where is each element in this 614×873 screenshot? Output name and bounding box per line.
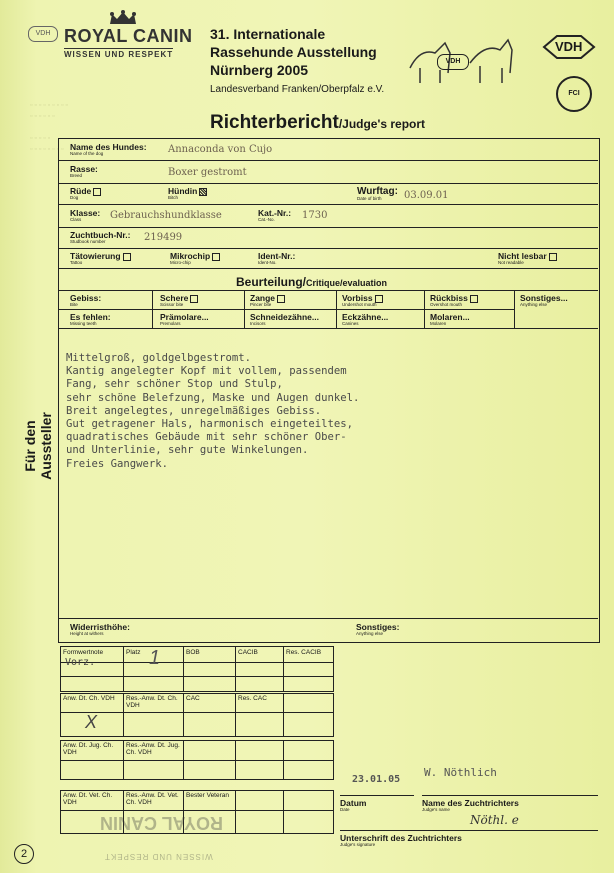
date-label: Datum Date bbox=[340, 798, 367, 812]
class-label: Klasse: Class bbox=[70, 208, 101, 222]
male-checkbox-label[interactable]: Rüde Dog bbox=[70, 186, 101, 200]
pincer-label[interactable]: Zange Pincer bite bbox=[250, 293, 285, 307]
page-number: 2 bbox=[14, 844, 34, 864]
other-remarks-label: Sonstiges: Anything else bbox=[356, 622, 400, 636]
pincer-checkbox[interactable] bbox=[277, 295, 285, 303]
formwert-value[interactable]: Vorz. bbox=[65, 657, 96, 668]
tattoo-checkbox[interactable] bbox=[123, 253, 131, 261]
bob-label: BOB bbox=[186, 649, 200, 656]
overshot-label[interactable]: Rückbiss Overshot mouth bbox=[430, 293, 478, 307]
notreadable-label[interactable]: Nicht lesbar Not readable bbox=[498, 251, 557, 265]
notreadable-checkbox[interactable] bbox=[549, 253, 557, 261]
catno-label: Kat.-Nr.: Cat.-No. bbox=[258, 208, 292, 222]
show-title-line3: Nürnberg 2005 bbox=[210, 62, 309, 78]
incisors-label: Schneidezähne... Incisors bbox=[250, 312, 319, 326]
undershot-label[interactable]: Vorbiss Undershot mouth bbox=[342, 293, 383, 307]
other-teeth-label: Sonstiges... Anything else bbox=[520, 293, 568, 307]
mirrored-tagline-bleed: WISSEN UND RESPEKT bbox=[104, 852, 213, 861]
show-title-line1: 31. Internationale bbox=[210, 26, 326, 42]
judge-name-value[interactable]: W. Nöthlich bbox=[424, 766, 497, 779]
platz-label: Platz bbox=[126, 649, 141, 656]
anw-dt-ch-label: Anw. Dt. Ch. VDH bbox=[63, 695, 115, 702]
mirrored-brand-bleed: ROYAL CANIN bbox=[100, 813, 224, 833]
show-title-line2: Rassehunde Ausstellung bbox=[210, 44, 377, 60]
judge-signature[interactable]: Nöthl. e bbox=[470, 813, 519, 827]
report-title: Richterbericht/Judge's report bbox=[210, 112, 426, 133]
cacib-label: CACIB bbox=[238, 649, 258, 656]
critique-line: Freies Gangwerk. bbox=[66, 457, 169, 470]
bite-label: Gebiss: Bite bbox=[70, 293, 102, 307]
fci-logo: FCI bbox=[556, 76, 592, 112]
breed-label: Rasse: Breed bbox=[70, 164, 98, 178]
studbook-label: Zuchtbuch-Nr.: Studbook number bbox=[70, 230, 131, 244]
best-veteran-label: Bester Veteran bbox=[186, 792, 229, 799]
vdh-logo: VDH bbox=[540, 34, 598, 60]
molars-label: Molaren... Molaren bbox=[430, 312, 470, 326]
vdh-mid-badge: VDH bbox=[437, 54, 469, 70]
studbook-field[interactable]: 219499 bbox=[144, 232, 183, 243]
dob-field[interactable]: 03.09.01 bbox=[404, 190, 449, 201]
tattoo-label[interactable]: Tätowierung Tattoo bbox=[70, 251, 131, 265]
critique-line: Fang, sehr schöner Stop und Stulp, bbox=[66, 378, 283, 391]
res-cacib-label: Res. CACIB bbox=[286, 649, 322, 656]
dob-label: Wurftag: Date of birth bbox=[357, 186, 398, 201]
vdh-small-badge: VDH bbox=[28, 26, 58, 42]
critique-line: Mittelgroß, goldgelbgestromt. bbox=[66, 352, 251, 364]
male-checkbox[interactable] bbox=[93, 188, 101, 196]
microchip-checkbox[interactable] bbox=[212, 253, 220, 261]
critique-text[interactable] bbox=[66, 352, 359, 471]
res-anw-jug-label: Res.-Anw. Dt. Jug. Ch. VDH bbox=[126, 742, 180, 756]
catno-field[interactable]: 1730 bbox=[302, 210, 328, 221]
critique-line: und Unterlinie, sehr gute Winkelungen. bbox=[66, 444, 309, 457]
female-checkbox[interactable] bbox=[199, 188, 207, 196]
canines-label: Eckzähne... Canines bbox=[342, 312, 389, 326]
anw-jug-label: Anw. Dt. Jug. Ch. VDH bbox=[63, 742, 114, 756]
height-label: Widerristhöhe: Height at withers bbox=[70, 622, 130, 636]
date-value[interactable]: 23.01.05 bbox=[352, 774, 401, 785]
overshot-checkbox[interactable] bbox=[470, 295, 478, 303]
critique-line: Kantig angelegter Kopf mit vollem, passendem bbox=[66, 365, 347, 378]
crown-icon bbox=[108, 10, 138, 26]
award-table-champion bbox=[60, 693, 334, 737]
anw-dt-ch-mark[interactable]: X bbox=[85, 712, 98, 732]
critique-line: sehr schöne Belefzung, Maske und Augen dunkel. bbox=[66, 391, 360, 404]
cac-label: CAC bbox=[186, 695, 200, 702]
formwert-label: Formwertnote bbox=[63, 649, 104, 656]
critique-line: quadratisches Gebäude mit sehr schöner Ober- bbox=[66, 431, 347, 444]
award-table-junior bbox=[60, 740, 334, 780]
res-cac-label: Res. CAC bbox=[238, 695, 267, 702]
brand-name: ROYAL CANIN bbox=[64, 26, 193, 46]
breed-field[interactable]: Boxer gestromt bbox=[168, 167, 247, 178]
class-field[interactable]: Gebrauchshundklasse bbox=[110, 210, 222, 221]
premolars-label: Prämolare... Premolars bbox=[160, 312, 209, 326]
critique-heading: Beurteilung/Critique/evaluation bbox=[236, 275, 388, 289]
res-anw-vet-label: Res.-Anw. Dt. Vet. Ch. VDH bbox=[126, 792, 179, 806]
ident-label: Ident-Nr.: Ident-No. bbox=[258, 251, 296, 265]
platz-value[interactable]: 1 bbox=[149, 647, 161, 669]
anw-vet-label: Anw. Dt. Vet. Ch. VDH bbox=[63, 792, 113, 806]
award-table-main bbox=[60, 646, 334, 692]
organizer: Landesverband Franken/Oberpfalz e.V. bbox=[210, 84, 385, 95]
bleed-through-text: ▫ ▫ ▫ ▫ ▫ ▫ ▫ ▫ ▫ ▫ ▫ ▫ ▫ ▫ ▫ ▫ ▫ ▫ ▫ ▫ ▫ ▫ ▫ ▫ ▫ ▫ ▫ ▫ bbox=[30, 102, 68, 153]
scissor-checkbox[interactable] bbox=[190, 295, 198, 303]
exhibitor-side-label: Für den Aussteller bbox=[22, 412, 54, 480]
scissor-label[interactable]: Schere Scissor bite bbox=[160, 293, 198, 307]
female-checkbox-label[interactable]: Hündin Bitch bbox=[168, 186, 207, 200]
critique-line: Breit angelegtes, unregelmäßiges Gebiss. bbox=[66, 404, 322, 417]
judge-name-label: Name des Zuchtrichters Judge's name bbox=[422, 798, 519, 812]
critique-line: Gut getragener Hals, harmonisch eingeteiltes, bbox=[66, 418, 354, 431]
res-anw-dt-ch-label: Res.-Anw. Dt. Ch. VDH bbox=[126, 695, 178, 709]
dog-name-field[interactable]: Annaconda von Cujo bbox=[168, 144, 273, 155]
signature-label: Unterschrift des Zuchtrichters Judge's signature bbox=[340, 833, 462, 847]
brand-tagline: WISSEN UND RESPEKT bbox=[64, 50, 174, 59]
missing-teeth-label: Es fehlen: Missing teeth bbox=[70, 312, 111, 326]
name-label: Name des Hundes: Name of the dog bbox=[70, 142, 147, 156]
microchip-label[interactable]: Mikrochip Micro-chip bbox=[170, 251, 220, 265]
